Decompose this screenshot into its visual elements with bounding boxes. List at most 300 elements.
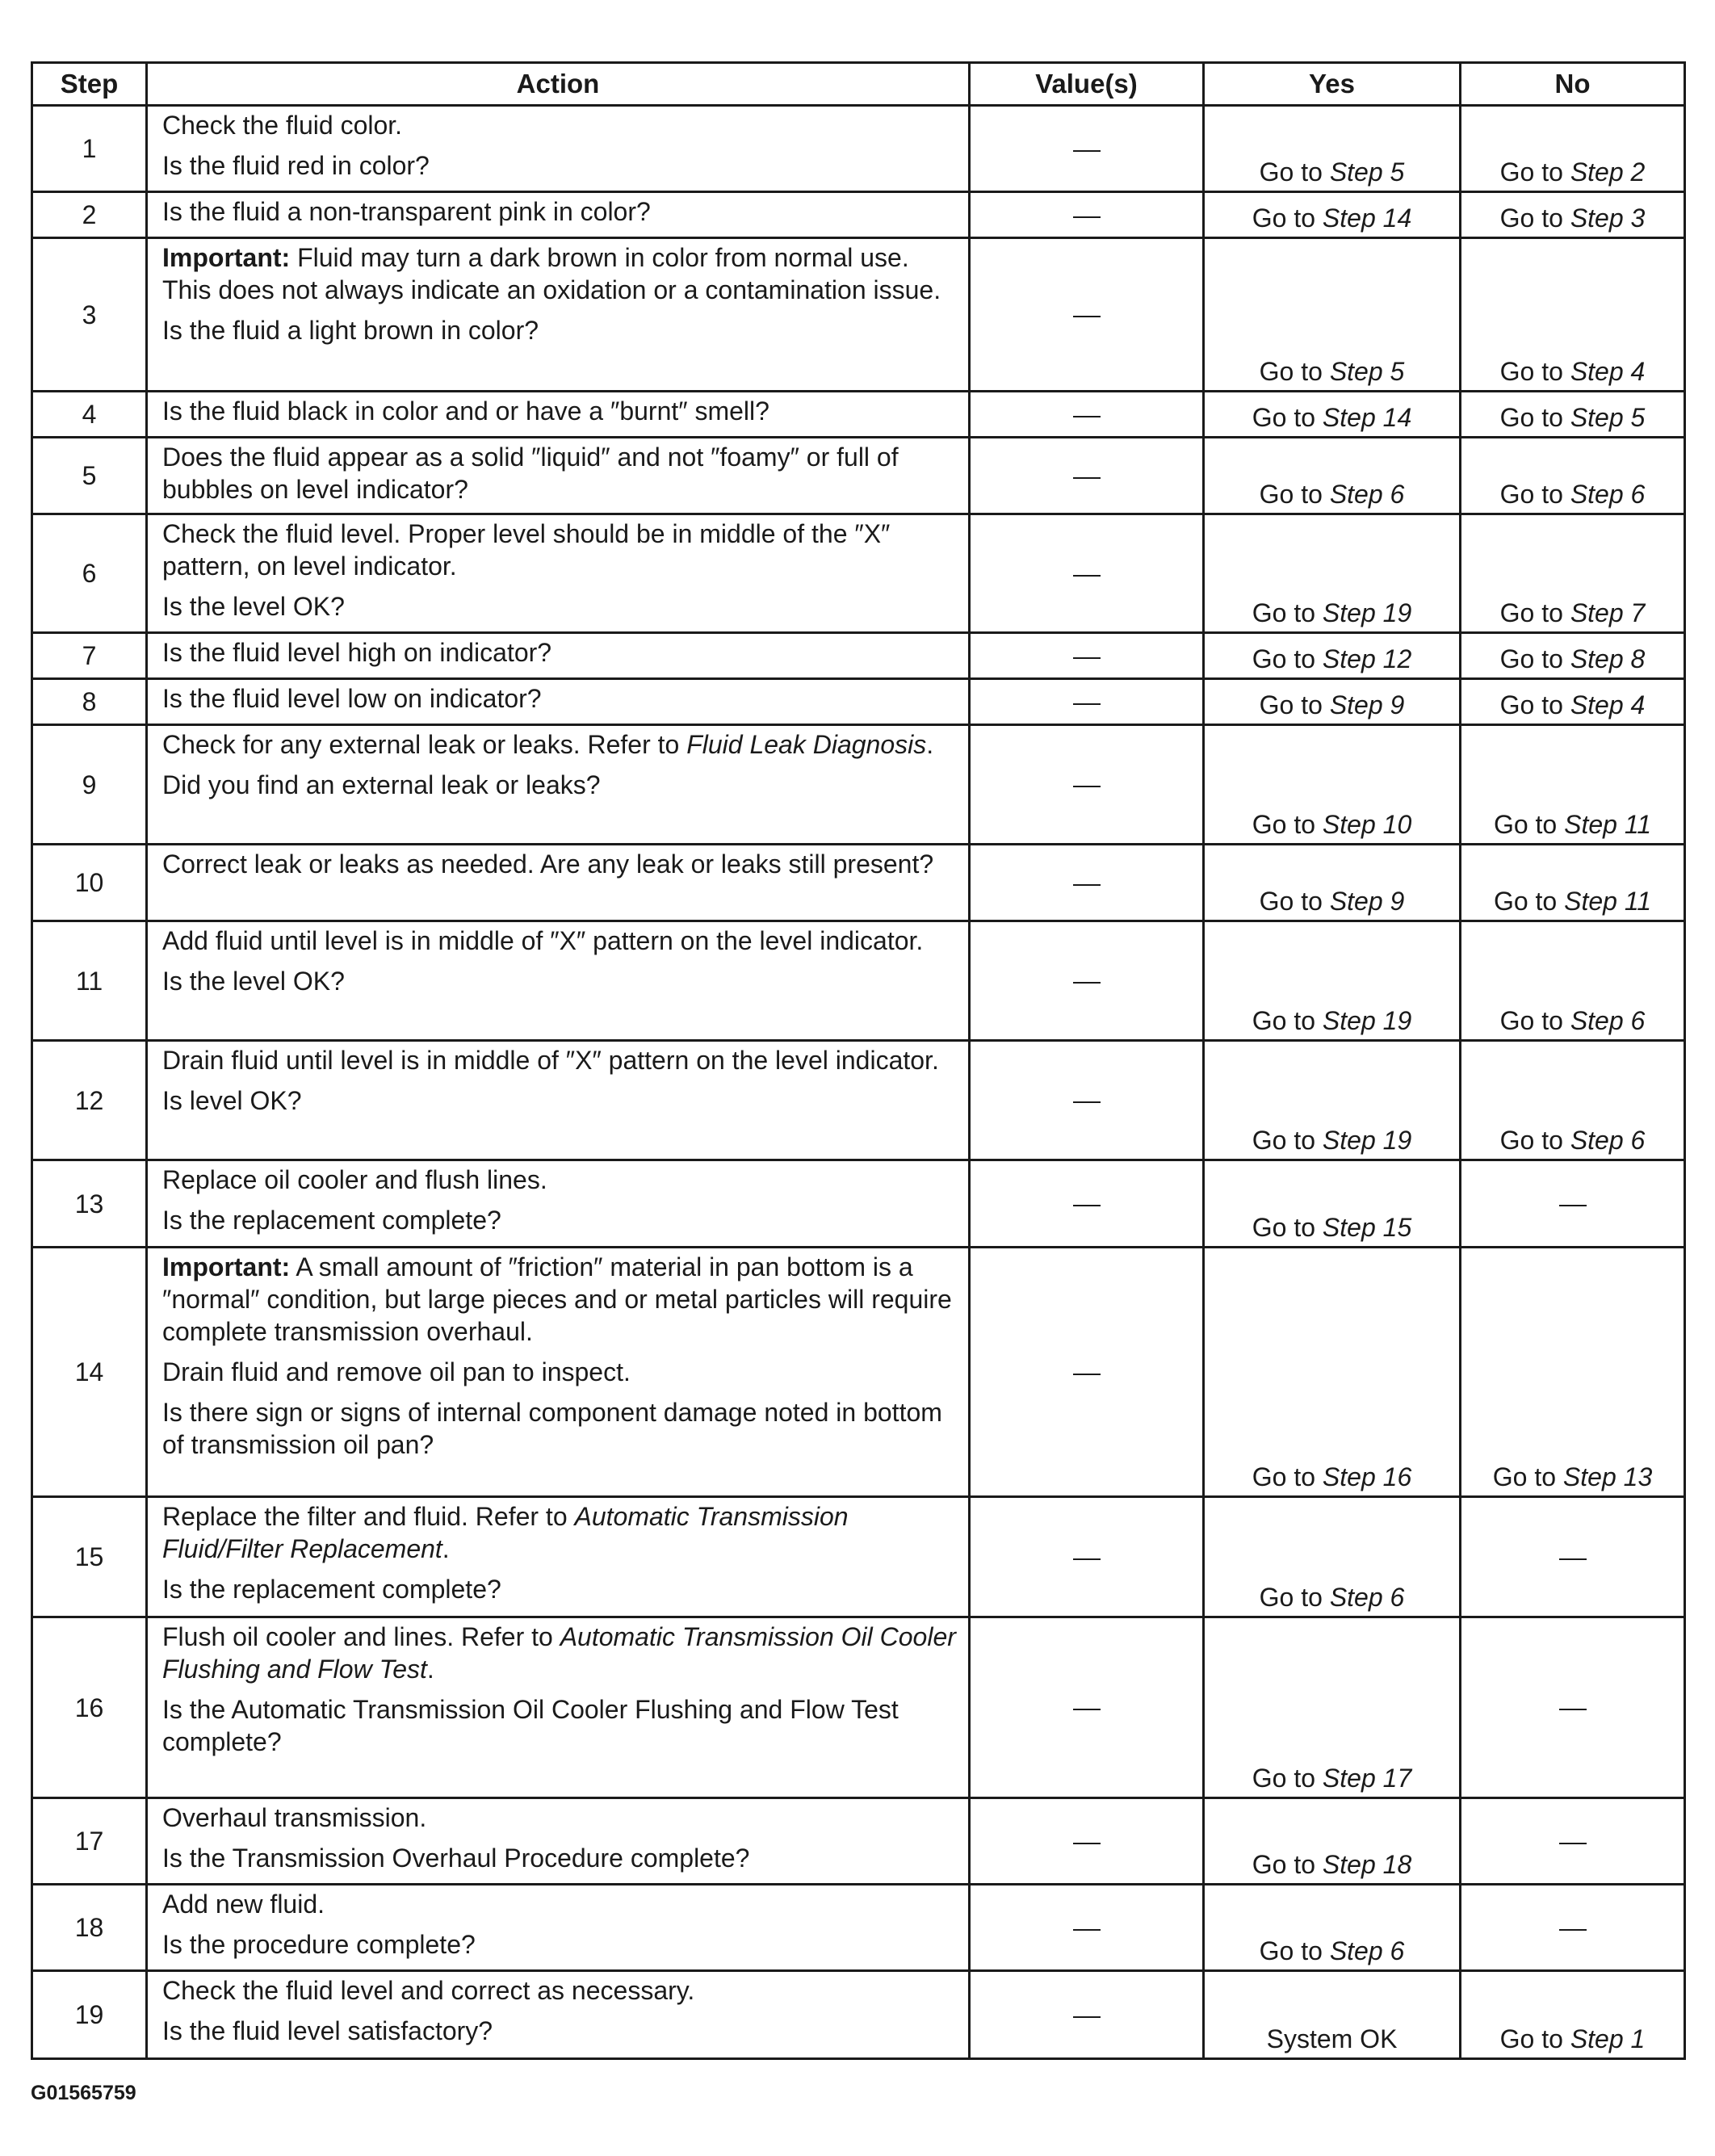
step-target: 4: [1630, 690, 1646, 719]
step-word: Step: [1570, 480, 1631, 509]
action-text: Did you find an external leak or leaks?: [162, 770, 601, 799]
value-cell: [970, 633, 1204, 679]
dash-mark: [1073, 703, 1101, 705]
go-to-label: Go to: [1252, 598, 1323, 627]
step-reference: [1330, 690, 1405, 719]
step-target: 6: [1390, 480, 1405, 509]
table-row: [32, 438, 1685, 514]
value-cell: [970, 1971, 1204, 2059]
action-paragraph: [162, 1621, 958, 1685]
action-paragraph: [162, 2015, 958, 2047]
go-to-label: Go to: [1493, 810, 1565, 839]
action-paragraph: [162, 1356, 958, 1388]
step-target: 13: [1623, 1462, 1653, 1491]
step-number: 5: [32, 438, 147, 514]
value-cell: [970, 514, 1204, 633]
step-word: Step: [1570, 1006, 1631, 1035]
step-word: Step: [1322, 203, 1383, 233]
dash-mark: [1073, 1101, 1101, 1103]
step-word: Step: [1329, 1583, 1390, 1612]
go-to-label: Go to: [1252, 203, 1323, 233]
action-cell: [147, 238, 970, 392]
step-word: Step: [1564, 887, 1625, 916]
step-number: 19: [32, 1971, 147, 2059]
step-reference: [1330, 357, 1405, 386]
table-row: [32, 1798, 1685, 1885]
action-text: Add fluid until level is in middle of ″X″ pattern on the level indicator.: [162, 926, 924, 955]
action-paragraph: [162, 109, 958, 141]
step-target: 5: [1390, 357, 1405, 386]
value-cell: [970, 1497, 1204, 1617]
step-number: 9: [32, 725, 147, 845]
dash-mark: [1073, 1929, 1101, 1931]
go-to-label: Go to: [1499, 2024, 1570, 2053]
dash-mark: [1073, 1843, 1101, 1844]
table-row: [32, 1160, 1685, 1248]
step-target: 9: [1390, 887, 1405, 916]
no-cell: [1461, 633, 1685, 679]
dash-mark: [1073, 1709, 1101, 1710]
dash-mark: [1559, 1843, 1587, 1844]
action-paragraph: [162, 1802, 958, 1834]
step-reference: [1330, 1936, 1405, 1965]
step-word: Step: [1322, 1213, 1383, 1242]
yes-cell: [1204, 1497, 1461, 1617]
step-number: 2: [32, 192, 147, 238]
step-word: Step: [1322, 598, 1383, 627]
action-cell: [147, 514, 970, 633]
step-word: Step: [1322, 403, 1383, 432]
yes-cell: [1204, 392, 1461, 438]
dash-mark: [1073, 982, 1101, 984]
action-cell: [147, 438, 970, 514]
step-target: 5: [1390, 157, 1405, 187]
step-target: 11: [1624, 887, 1652, 916]
yes-cell: [1204, 1617, 1461, 1798]
action-text: Drain fluid and remove oil pan to inspect.: [162, 1357, 631, 1386]
table-row: [32, 106, 1685, 192]
value-cell: [970, 1885, 1204, 1971]
step-number: 10: [32, 845, 147, 921]
action-paragraph: [162, 1204, 958, 1236]
step-reference: [1323, 1462, 1411, 1491]
step-word: Step: [1322, 644, 1383, 673]
table-row: [32, 514, 1685, 633]
action-paragraph: [162, 149, 958, 182]
go-to-label: Go to: [1499, 690, 1570, 719]
action-cell: [147, 1248, 970, 1497]
step-reference: [1330, 887, 1405, 916]
step-word: Step: [1564, 810, 1625, 839]
action-cell: [147, 1041, 970, 1160]
action-paragraph: [162, 1396, 958, 1461]
yes-cell: [1204, 1041, 1461, 1160]
step-target: 4: [1630, 357, 1646, 386]
go-to-label: Go to: [1259, 1583, 1330, 1612]
table-body: [32, 106, 1685, 2059]
action-cell: [147, 633, 970, 679]
action-paragraph: [162, 1500, 958, 1565]
no-cell: [1461, 1798, 1685, 1885]
step-target: 14: [1382, 403, 1412, 432]
dash-mark: [1073, 884, 1101, 886]
action-cell: [147, 679, 970, 725]
value-cell: [970, 392, 1204, 438]
step-reference: [1564, 810, 1651, 839]
action-text: Is the fluid red in color?: [162, 151, 430, 180]
action-text: Fluid may turn a dark brown in color from normal use. This does not always indicate an oxidation or a contamination issue.: [162, 243, 941, 304]
step-number: 3: [32, 238, 147, 392]
go-to-label: Go to: [1259, 690, 1330, 719]
step-word: Step: [1322, 1850, 1383, 1879]
table-row: [32, 1885, 1685, 1971]
no-cell: [1461, 1248, 1685, 1497]
dash-mark: [1073, 575, 1101, 577]
value-cell: [970, 238, 1204, 392]
dash-mark: [1559, 1205, 1587, 1206]
step-target: 9: [1390, 690, 1405, 719]
dash-mark: [1073, 786, 1101, 787]
action-text: A small amount of ″friction″ material in pan bottom is a ″normal″ condition, but large pieces and or metal particles will require complete transmission overhaul.: [162, 1252, 952, 1346]
table-row: [32, 192, 1685, 238]
step-reference: [1570, 403, 1646, 432]
go-to-label: Go to: [1499, 1006, 1570, 1035]
action-paragraph: [162, 1251, 958, 1348]
value-cell: [970, 725, 1204, 845]
value-cell: [970, 921, 1204, 1041]
table-row: [32, 725, 1685, 845]
action-paragraph: [162, 636, 958, 669]
header-row: [32, 63, 1685, 106]
no-cell: [1461, 921, 1685, 1041]
step-reference: [1570, 2024, 1646, 2053]
action-cell: [147, 1497, 970, 1617]
step-word: Step: [1562, 1462, 1624, 1491]
action-text: Is level OK?: [162, 1086, 302, 1115]
step-reference: [1570, 1006, 1646, 1035]
step-word: Step: [1570, 1126, 1631, 1155]
action-cell: [147, 921, 970, 1041]
step-target: 6: [1390, 1583, 1405, 1612]
step-word: Step: [1329, 1936, 1390, 1965]
yes-cell: [1204, 1160, 1461, 1248]
go-to-label: Go to: [1252, 1850, 1323, 1879]
action-paragraph: [162, 925, 958, 957]
step-reference: [1570, 644, 1646, 673]
action-text: Is the level OK?: [162, 592, 345, 621]
value-cell: [970, 679, 1204, 725]
step-word: Step: [1329, 690, 1390, 719]
step-number: 11: [32, 921, 147, 1041]
step-reference: [1570, 598, 1646, 627]
action-text: Add new fluid.: [162, 1890, 325, 1919]
action-text: Replace oil cooler and flush lines.: [162, 1165, 547, 1194]
header-no: No: [1461, 63, 1685, 106]
table-row: [32, 1041, 1685, 1160]
go-to-label: Go to: [1259, 887, 1330, 916]
value-cell: [970, 1248, 1204, 1497]
dash-mark: [1559, 1558, 1587, 1560]
step-word: Step: [1322, 1764, 1383, 1793]
go-to-label: Go to: [1499, 644, 1570, 673]
action-paragraph: [162, 728, 958, 761]
step-word: Step: [1570, 2024, 1631, 2053]
action-text: Is the fluid level low on indicator?: [162, 684, 542, 713]
no-cell: [1461, 845, 1685, 921]
go-to-label: Go to: [1252, 403, 1323, 432]
action-text: Check for any external leak or leaks. Refer to: [162, 730, 687, 759]
step-target: 12: [1382, 644, 1412, 673]
go-to-label: Go to: [1252, 1213, 1323, 1242]
action-paragraph: [162, 965, 958, 997]
yes-cell: [1204, 845, 1461, 921]
table-row: [32, 633, 1685, 679]
action-paragraph: [162, 441, 958, 505]
step-reference: [1323, 1764, 1411, 1793]
action-cell: [147, 392, 970, 438]
action-paragraph: [162, 682, 958, 715]
figure-id: G01565759: [31, 2082, 136, 2104]
action-cell: [147, 1798, 970, 1885]
step-target: 18: [1382, 1850, 1412, 1879]
important-label: Important:: [162, 1252, 291, 1281]
action-text: Correct leak or leaks as needed. Are any leak or leaks still present?: [162, 849, 934, 879]
action-text: .: [426, 1655, 434, 1684]
step-target: 17: [1382, 1764, 1412, 1793]
yes-cell: [1204, 514, 1461, 633]
no-cell: [1461, 238, 1685, 392]
no-cell: [1461, 1971, 1685, 2059]
action-paragraph: [162, 395, 958, 427]
step-target: 8: [1630, 644, 1646, 673]
yes-cell: [1204, 1885, 1461, 1971]
action-cell: [147, 192, 970, 238]
table-row: [32, 679, 1685, 725]
step-number: 15: [32, 1497, 147, 1617]
dash-mark: [1559, 1709, 1587, 1710]
value-cell: [970, 1041, 1204, 1160]
action-paragraph: [162, 241, 958, 306]
step-word: Step: [1329, 887, 1390, 916]
action-cell: [147, 1885, 970, 1971]
reference-title: Automatic Transmission Fluid/Filter Replacement: [162, 1502, 849, 1563]
yes-cell: [1204, 1971, 1461, 2059]
go-to-label: Go to: [1252, 1006, 1323, 1035]
action-text: Overhaul transmission.: [162, 1803, 427, 1832]
no-cell: [1461, 192, 1685, 238]
step-reference: [1323, 598, 1411, 627]
step-number: 18: [32, 1885, 147, 1971]
action-text: Is the replacement complete?: [162, 1575, 501, 1604]
action-text: Is the fluid level satisfactory?: [162, 2016, 493, 2045]
step-reference: [1564, 887, 1651, 916]
no-cell: [1461, 679, 1685, 725]
step-number: 13: [32, 1160, 147, 1248]
action-text: Replace the filter and fluid. Refer to: [162, 1502, 575, 1531]
step-target: 5: [1630, 403, 1646, 432]
step-target: 3: [1630, 203, 1646, 233]
action-cell: [147, 1971, 970, 2059]
step-target: 6: [1630, 1126, 1646, 1155]
go-to-label: Go to: [1259, 1936, 1330, 1965]
step-reference: [1323, 1213, 1411, 1242]
step-reference: [1570, 690, 1646, 719]
action-paragraph: [162, 1974, 958, 2007]
step-word: Step: [1570, 690, 1631, 719]
go-to-label: Go to: [1499, 1126, 1570, 1155]
action-text: .: [442, 1534, 450, 1563]
action-cell: [147, 106, 970, 192]
go-to-label: Go to: [1252, 644, 1323, 673]
step-reference: [1330, 480, 1405, 509]
step-target: 19: [1382, 1126, 1412, 1155]
diagnostic-table-container: [31, 61, 1684, 2060]
table-row: [32, 1248, 1685, 1497]
step-reference: [1323, 403, 1411, 432]
go-to-label: Go to: [1499, 480, 1570, 509]
action-text: Check the fluid level. Proper level should be in middle of the ″X″ pattern, on level indicator.: [162, 519, 891, 581]
no-cell: [1461, 725, 1685, 845]
action-paragraph: [162, 518, 958, 582]
action-text: Flush oil cooler and lines. Refer to: [162, 1622, 560, 1651]
action-paragraph: [162, 314, 958, 346]
go-to-label: Go to: [1499, 157, 1570, 187]
table-row: [32, 1617, 1685, 1798]
header-step: Step: [32, 63, 147, 106]
action-text: Check the fluid color.: [162, 111, 403, 140]
step-number: 17: [32, 1798, 147, 1885]
step-reference: [1570, 157, 1646, 187]
go-to-label: Go to: [1259, 157, 1330, 187]
no-cell: [1461, 1617, 1685, 1798]
step-number: 1: [32, 106, 147, 192]
action-text: Is there sign or signs of internal component damage noted in bottom of transmission oil pan?: [162, 1398, 942, 1459]
step-reference: [1570, 1126, 1646, 1155]
value-cell: [970, 1160, 1204, 1248]
dash-mark: [1073, 477, 1101, 479]
yes-cell: [1204, 438, 1461, 514]
action-text: Drain fluid until level is in middle of ″X″ pattern on the level indicator.: [162, 1046, 939, 1075]
dash-mark: [1073, 416, 1101, 417]
action-paragraph: [162, 1888, 958, 1920]
step-reference: [1330, 157, 1405, 187]
reference-title: Fluid Leak Diagnosis: [686, 730, 927, 759]
table-row: [32, 921, 1685, 1041]
go-to-label: Go to: [1252, 810, 1323, 839]
step-reference: [1570, 357, 1646, 386]
go-to-label: Go to: [1499, 403, 1570, 432]
dash-mark: [1073, 657, 1101, 659]
action-text: .: [926, 730, 934, 759]
header-yes: Yes: [1204, 63, 1461, 106]
step-target: 11: [1624, 810, 1652, 839]
no-cell: [1461, 1497, 1685, 1617]
action-text: Is the procedure complete?: [162, 1930, 476, 1959]
step-target: 1: [1630, 2024, 1646, 2053]
yes-cell: [1204, 106, 1461, 192]
step-target: 19: [1382, 1006, 1412, 1035]
table-row: [32, 1971, 1685, 2059]
action-cell: [147, 1160, 970, 1248]
step-reference: [1330, 1583, 1405, 1612]
diagnostic-table: [31, 61, 1686, 2060]
step-word: Step: [1570, 157, 1631, 187]
important-label: Important:: [162, 243, 291, 272]
no-cell: [1461, 1041, 1685, 1160]
action-paragraph: [162, 1044, 958, 1076]
step-word: Step: [1329, 480, 1390, 509]
table-row: [32, 392, 1685, 438]
step-word: Step: [1570, 598, 1631, 627]
value-cell: [970, 1617, 1204, 1798]
step-number: 6: [32, 514, 147, 633]
go-to-label: Go to: [1499, 357, 1570, 386]
dash-mark: [1073, 2016, 1101, 2018]
step-target: 10: [1382, 810, 1412, 839]
action-paragraph: [162, 1693, 958, 1758]
action-paragraph: [162, 1084, 958, 1117]
value-cell: [970, 845, 1204, 921]
step-word: Step: [1329, 357, 1390, 386]
step-reference: [1323, 1006, 1411, 1035]
value-cell: [970, 106, 1204, 192]
step-reference: [1323, 1850, 1411, 1879]
step-reference: [1570, 203, 1646, 233]
action-paragraph: [162, 1842, 958, 1874]
action-cell: [147, 725, 970, 845]
go-to-label: Go to: [1499, 203, 1570, 233]
go-to-label: Go to: [1252, 1126, 1323, 1155]
no-cell: [1461, 1885, 1685, 1971]
yes-cell: [1204, 192, 1461, 238]
step-target: 15: [1382, 1213, 1412, 1242]
step-word: Step: [1570, 203, 1631, 233]
step-word: Step: [1322, 1126, 1383, 1155]
dash-mark: [1073, 316, 1101, 317]
go-to-label: Go to: [1252, 1764, 1323, 1793]
step-number: 12: [32, 1041, 147, 1160]
step-target: 6: [1390, 1936, 1405, 1965]
step-word: Step: [1329, 157, 1390, 187]
value-cell: [970, 192, 1204, 238]
step-word: Step: [1322, 1006, 1383, 1035]
step-reference: [1323, 203, 1411, 233]
no-cell: [1461, 392, 1685, 438]
step-number: 7: [32, 633, 147, 679]
action-text: Check the fluid level and correct as necessary.: [162, 1976, 695, 2005]
step-target: 19: [1382, 598, 1412, 627]
step-target: 16: [1382, 1462, 1412, 1491]
no-cell: [1461, 106, 1685, 192]
yes-cell: [1204, 725, 1461, 845]
step-target: 6: [1630, 1006, 1646, 1035]
action-text: Is the Transmission Overhaul Procedure complete?: [162, 1844, 750, 1873]
action-cell: [147, 1617, 970, 1798]
dash-mark: [1559, 1929, 1587, 1931]
action-text: Is the fluid level high on indicator?: [162, 638, 552, 667]
no-cell: [1461, 438, 1685, 514]
action-text: Is the fluid a light brown in color?: [162, 316, 539, 345]
action-paragraph: [162, 848, 958, 880]
action-text: Is the level OK?: [162, 967, 345, 996]
action-paragraph: [162, 590, 958, 623]
step-reference: [1563, 1462, 1652, 1491]
no-cell: [1461, 514, 1685, 633]
step-word: Step: [1322, 1462, 1383, 1491]
table-row: [32, 1497, 1685, 1617]
dash-mark: [1073, 1558, 1101, 1560]
step-reference: [1323, 644, 1411, 673]
